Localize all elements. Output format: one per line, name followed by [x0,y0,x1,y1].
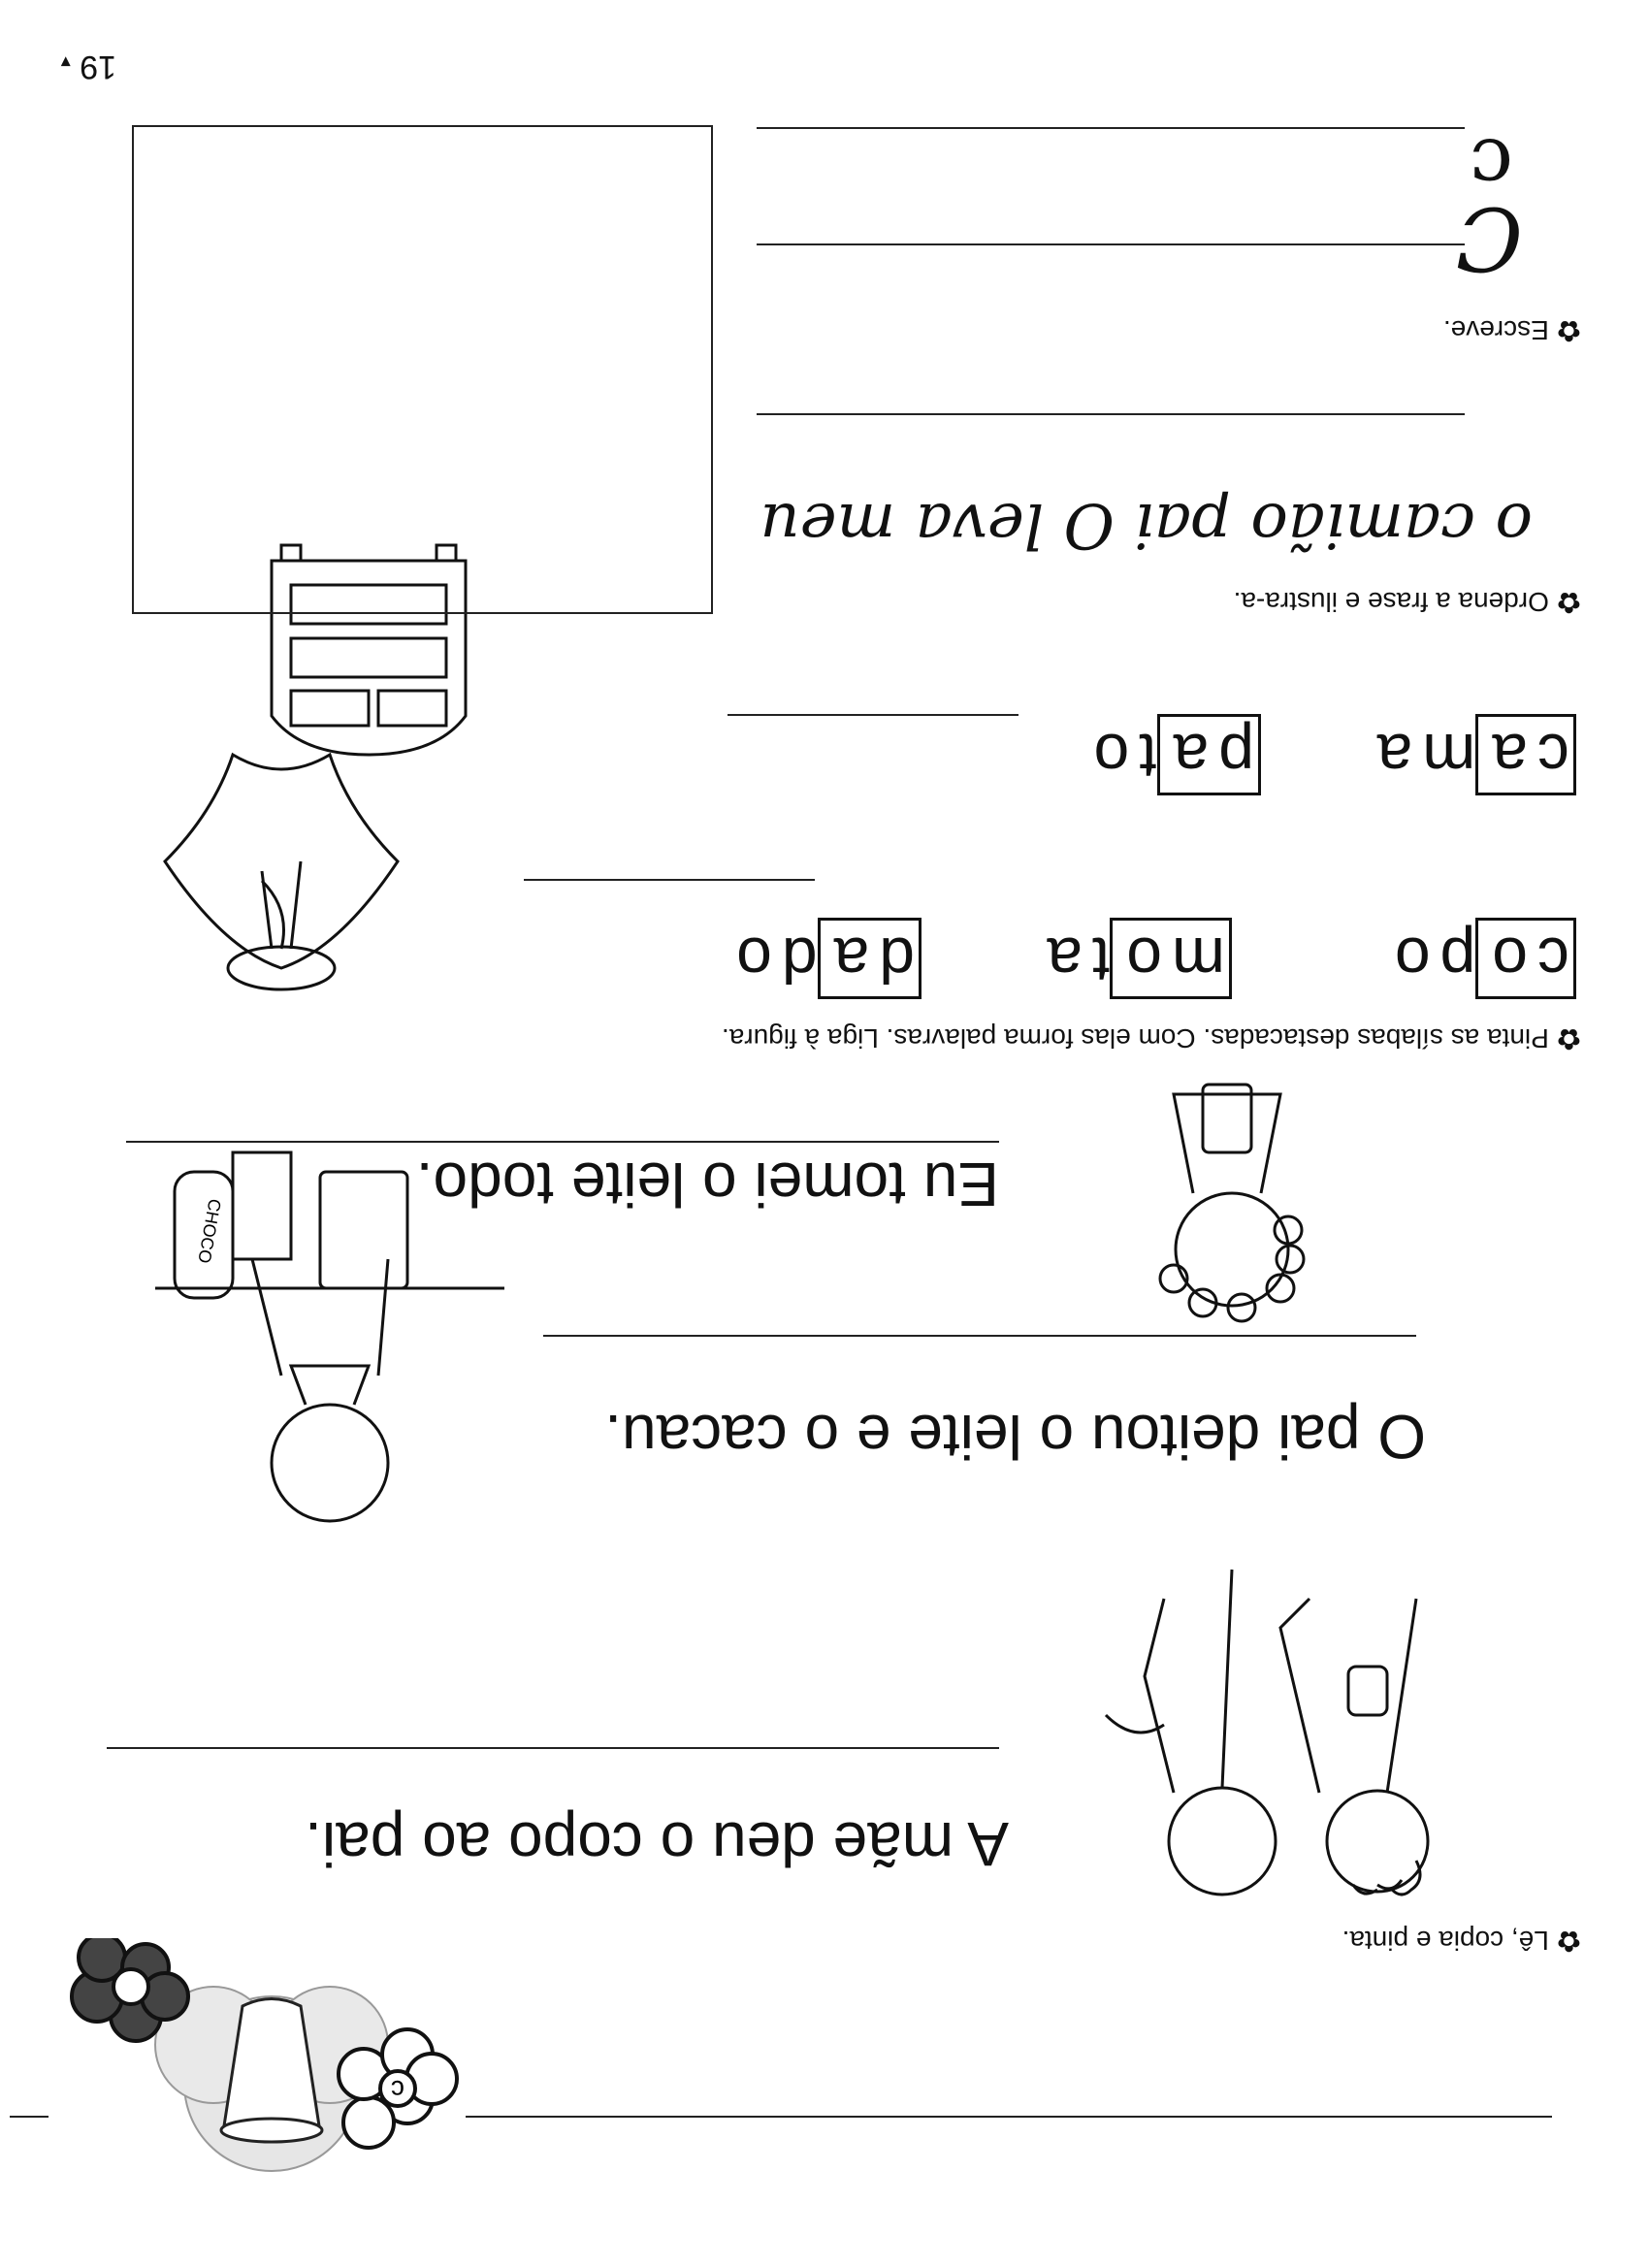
mother-father-cup-illustration [1048,1550,1455,1919]
flower-bullet-icon: ✿ [1556,314,1581,346]
word-copo[interactable]: copo [1385,923,1576,997]
flower-cup-decoration [58,1938,466,2190]
header-line-right [10,2116,48,2118]
instruction-paint-syllables: ✿ Pinta as sílabas destacadas. Com elas forma palavras. Liga à figura. [721,1022,1581,1054]
model-letter-uppercase: C [1456,187,1523,289]
syllable-box[interactable]: da [818,918,922,999]
answer-line-row1[interactable] [524,879,815,881]
word-pato[interactable]: pato [1084,720,1261,794]
instruction-read-copy-paint: ✿ Lê, copia e pinta. [1342,1925,1581,1957]
svg-text:c: c [391,2075,404,2105]
sentence-2: O pai deitou o leite e o cacau. [604,1402,1426,1472]
word-dado[interactable]: dado [727,923,922,997]
instruction-order-sentence: ✿ Ordena a frase e ilustra-a. [1233,586,1581,618]
instruction-write: ✿ Escreve. [1442,314,1581,346]
scrambled-sentence: o camião pai O leva meu [760,489,1533,561]
flower-bullet-icon: ✿ [1556,586,1581,618]
writing-line-2[interactable] [757,127,1465,129]
model-letter-lowercase: c [1470,121,1513,211]
syllable-box[interactable]: mo [1110,918,1232,999]
girl-drinking-illustration [1048,1017,1358,1346]
sentence-1: A mãe deu o copo ao pai. [305,1809,1009,1879]
page-number: 19 ▾ [60,49,116,85]
word-mota[interactable]: mota [1037,923,1232,997]
answer-line-row2[interactable] [728,714,1018,716]
word-cama[interactable]: cama [1368,720,1576,794]
writing-line-1[interactable] [757,243,1465,245]
flower-bullet-icon: ✿ [1556,1022,1581,1054]
syllable-box[interactable]: pa [1157,714,1261,795]
illustration-box[interactable] [132,125,713,614]
copy-line-3[interactable] [126,1141,999,1143]
sentence-3: Eu tomei o leite todo. [415,1150,999,1219]
syllable-box[interactable]: co [1475,918,1576,999]
syllable-box[interactable]: ca [1475,714,1576,795]
order-answer-line[interactable] [757,413,1465,415]
choco-label: CHOCO [194,1197,225,1265]
flower-bullet-icon: ✿ [1556,1925,1581,1957]
header-line-left [466,2116,1552,2118]
copy-line-1[interactable] [107,1747,999,1749]
